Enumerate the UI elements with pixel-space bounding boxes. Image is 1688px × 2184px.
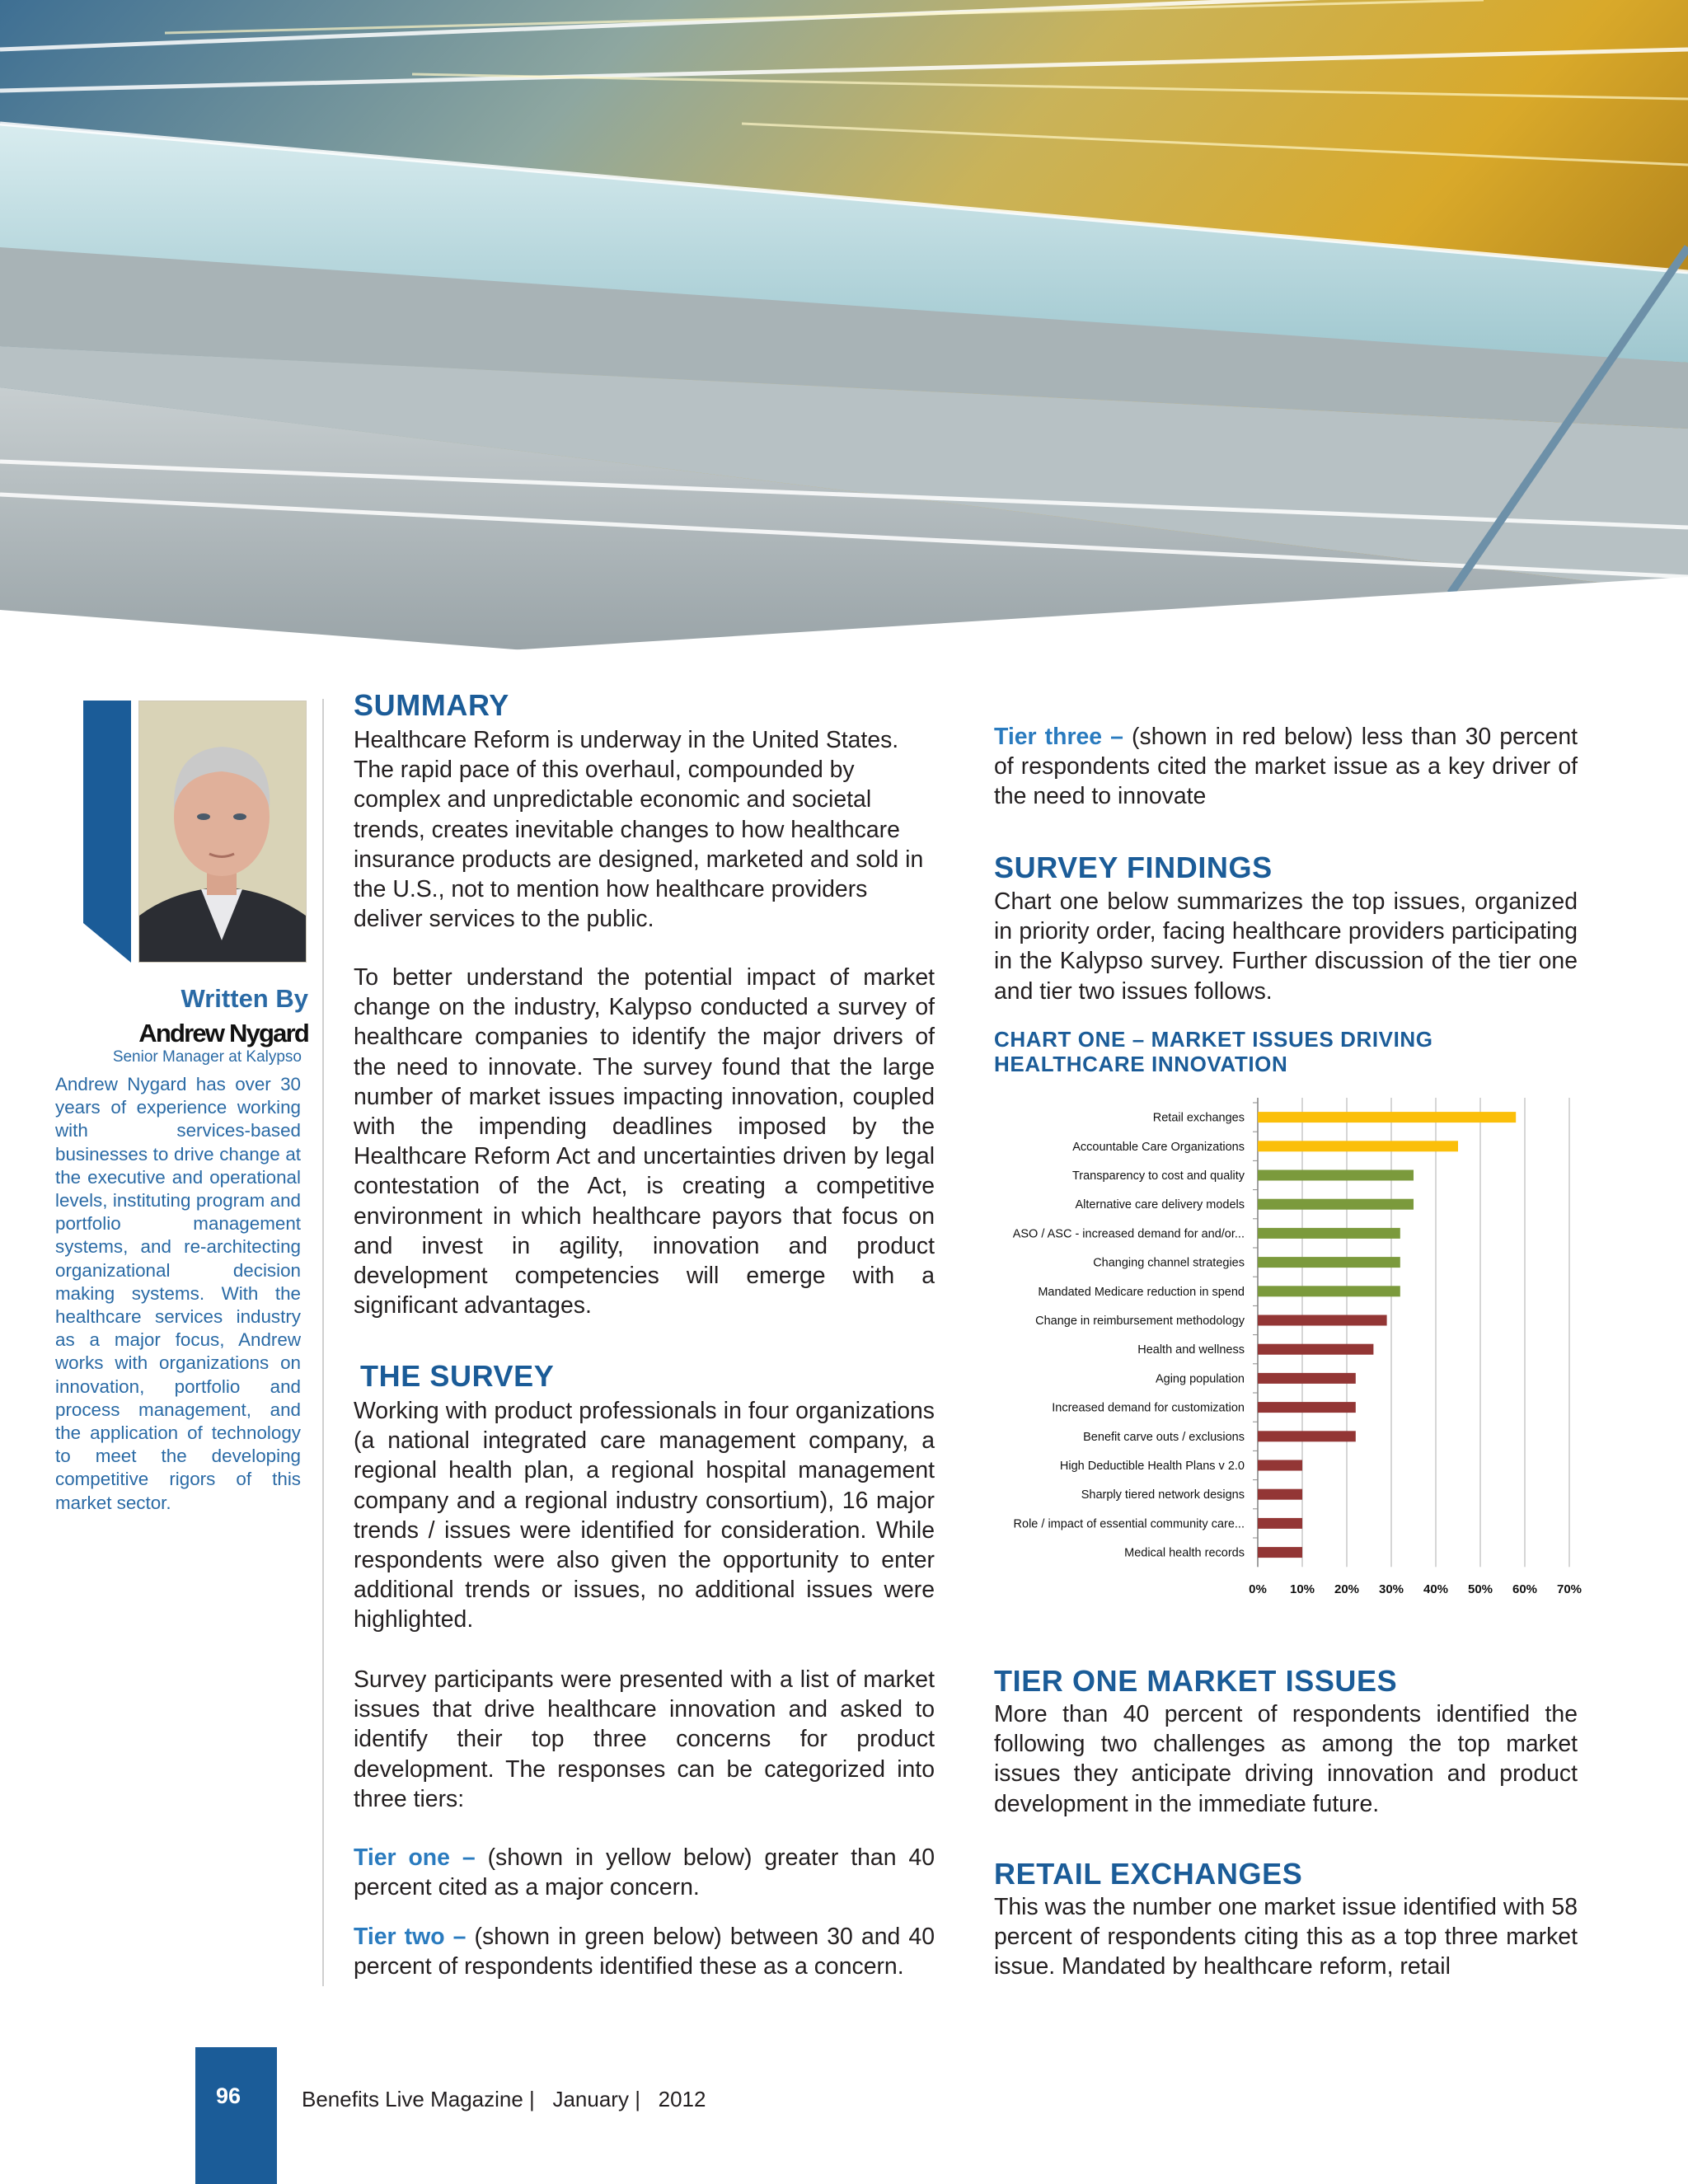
tier-one-label: Tier one – [354, 1844, 476, 1871]
tier-two-label: Tier two – [354, 1924, 467, 1950]
chart-bar [1258, 1402, 1356, 1413]
chart-x-tick-label: 10% [1289, 1582, 1315, 1597]
chart-x-tick-label: 0% [1249, 1582, 1267, 1597]
chart-category-label: Increased demand for customization [1052, 1401, 1245, 1415]
chart-x-tick-label: 40% [1423, 1582, 1449, 1597]
chart-bar [1258, 1315, 1387, 1326]
chart-category-label: Mandated Medicare reduction in spend [1038, 1285, 1245, 1299]
chart-category-label: Change in reimbursement methodology [1035, 1315, 1245, 1328]
chart-bar [1258, 1344, 1373, 1355]
chart-bar [1258, 1141, 1458, 1151]
chart-x-tick-label: 60% [1512, 1582, 1538, 1597]
author-name: Andrew Nygard [138, 1019, 308, 1047]
footer-publication: Benefits Live Magazine | January | 2012 [302, 2087, 706, 2111]
tier-one-paragraph [354, 1843, 935, 1902]
chart-bar [1258, 1431, 1356, 1441]
chart-category-label: High Deductible Health Plans v 2.0 [1059, 1460, 1245, 1473]
retail-exchanges-paragraph: This was the number one market issue identified with 58 percent of respondents citing this as a top three market issue. Mandated by healthcare reform, retail [994, 1894, 1578, 1980]
chart-bar [1258, 1460, 1302, 1471]
chart-bar [1258, 1286, 1400, 1296]
chart-x-tick-label: 20% [1334, 1582, 1360, 1597]
chart-bar [1258, 1547, 1302, 1558]
chart-category-label: Alternative care delivery models [1075, 1198, 1245, 1212]
chart-x-tick-label: 70% [1556, 1582, 1582, 1597]
chart-bar [1258, 1373, 1356, 1384]
chart-category-label: Accountable Care Organizations [1072, 1140, 1245, 1154]
tier-two-paragraph [354, 1922, 935, 1981]
author-title: Senior Manager at Kalypso [112, 1048, 302, 1066]
chart-bar [1258, 1112, 1516, 1122]
summary-paragraph-1: Healthcare Reform is underway in the United States. The rapid pace of this overhaul, compounded by complex and unpredictable economic and societal trends, creates inevitable changes to how healthcare insurance products are designed, marketed and sold in the U.S., not to mention how healthcare providers deliver services to the public. [354, 727, 924, 933]
tier-one-issues-paragraph: More than 40 percent of respondents identified the following two challenges as among the top market issues they anticipate driving innovation and product development in the immediate future. [994, 1701, 1578, 1817]
sidebar-accent-bar [83, 701, 131, 963]
chart-category-label: Role / impact of essential community care... [1013, 1517, 1245, 1531]
survey-paragraph-1: Working with product professionals in four organizations (a national integrated care management company, a regional health plan, a regional hospital management company and a regional industry consortium), 16 major trends / issues were identified for consideration. While respondents were also given the opportunity to enter additional trends or issues, no additional issues were highlighted. [354, 1398, 935, 1633]
findings-heading: SURVEY FINDINGS [994, 851, 1273, 884]
chart-title: CHART ONE – MARKET ISSUES DRIVING HEALTHCARE INNOVATION [994, 1027, 1433, 1076]
survey-paragraph-2: Survey participants were presented with a list of market issues that drive healthcare innovation and asked to identify their top three concerns for product development. The responses can be categorized into three tiers: [354, 1666, 935, 1812]
chart-category-label: Aging population [1155, 1372, 1245, 1386]
tier-three-label: Tier three – [994, 724, 1123, 750]
author-bio: Andrew Nygard has over 30 years of experience working with services-based businesses to drive change at the executive and operational levels, instituting program and portfolio management systems, and re-architecting organizational decision making systems. With the healthcare services industry as a major focus, Andrew works with organizations on innovation, portfolio and process management, and the application of technology to meet the developing competitive rigors of this market sector. [55, 1074, 301, 1513]
author-photo [138, 701, 307, 963]
written-by-label: Written By [181, 984, 308, 1013]
chart-x-tick-label: 50% [1467, 1582, 1493, 1597]
page-number: 96 [215, 2083, 241, 2108]
findings-paragraph: Chart one below summarizes the top issues, organized in priority order, facing healthcare providers participating in the Kalypso survey. Further discussion of the tier one and tier two issues follows. [994, 888, 1578, 1005]
retail-exchanges-heading: RETAIL EXCHANGES [994, 1857, 1303, 1891]
chart-category-label: Health and wellness [1137, 1343, 1245, 1357]
chart-category-label: ASO / ASC - increased demand for and/or... [1012, 1227, 1245, 1241]
tier-one-text: (shown in yellow below) greater than 40 percent cited as a major concern. [354, 1844, 935, 1901]
chart-category-label: Changing channel strategies [1093, 1256, 1245, 1270]
chart-bar [1258, 1228, 1400, 1239]
summary-heading: SUMMARY [354, 688, 509, 722]
market-issues-bar-chart [969, 1088, 1596, 1599]
tier-two-text: (shown in green below) between 30 and 40 percent of respondents identified these as a concern. [354, 1924, 935, 1980]
chart-category-label: Medical health records [1124, 1546, 1245, 1560]
chart-category-label: Benefit carve outs / exclusions [1083, 1430, 1245, 1444]
chart-category-label: Transparency to cost and quality [1071, 1169, 1245, 1183]
chart-bar [1258, 1518, 1302, 1529]
tier-three-text: (shown in red below) less than 30 percent of respondents cited the market issue as a key driver of the need to innovate [994, 724, 1578, 810]
chart-category-label: Retail exchanges [1152, 1111, 1245, 1125]
column-divider [322, 699, 324, 1986]
chart-bar [1258, 1489, 1302, 1500]
chart-bar [1258, 1257, 1400, 1268]
chart-x-tick-label: 30% [1378, 1582, 1404, 1597]
tier-one-issues-heading: TIER ONE MARKET ISSUES [994, 1664, 1398, 1698]
page-number-tab [195, 2047, 277, 2184]
chart-bar [1258, 1199, 1414, 1210]
survey-heading: THE SURVEY [360, 1359, 555, 1393]
summary-paragraph-2: To better understand the potential impact of market change on the industry, Kalypso conducted a survey of healthcare companies to identify the major drivers of the need to innovate. The survey found that the large number of market issues impacting innovation, coupled with the impending deadlines imposed by the Healthcare Reform Act and uncertainties driven by legal contestation of the Act, is creating a competitive environment in which healthcare payors that focus on and invest in agility, innovation and product development competencies will emerge with a significant advantages. [354, 964, 935, 1319]
chart-category-label: Sharply tiered network designs [1081, 1488, 1245, 1502]
hero-image [0, 0, 1688, 651]
chart-bar [1258, 1170, 1414, 1181]
tier-three-paragraph [994, 722, 1578, 812]
